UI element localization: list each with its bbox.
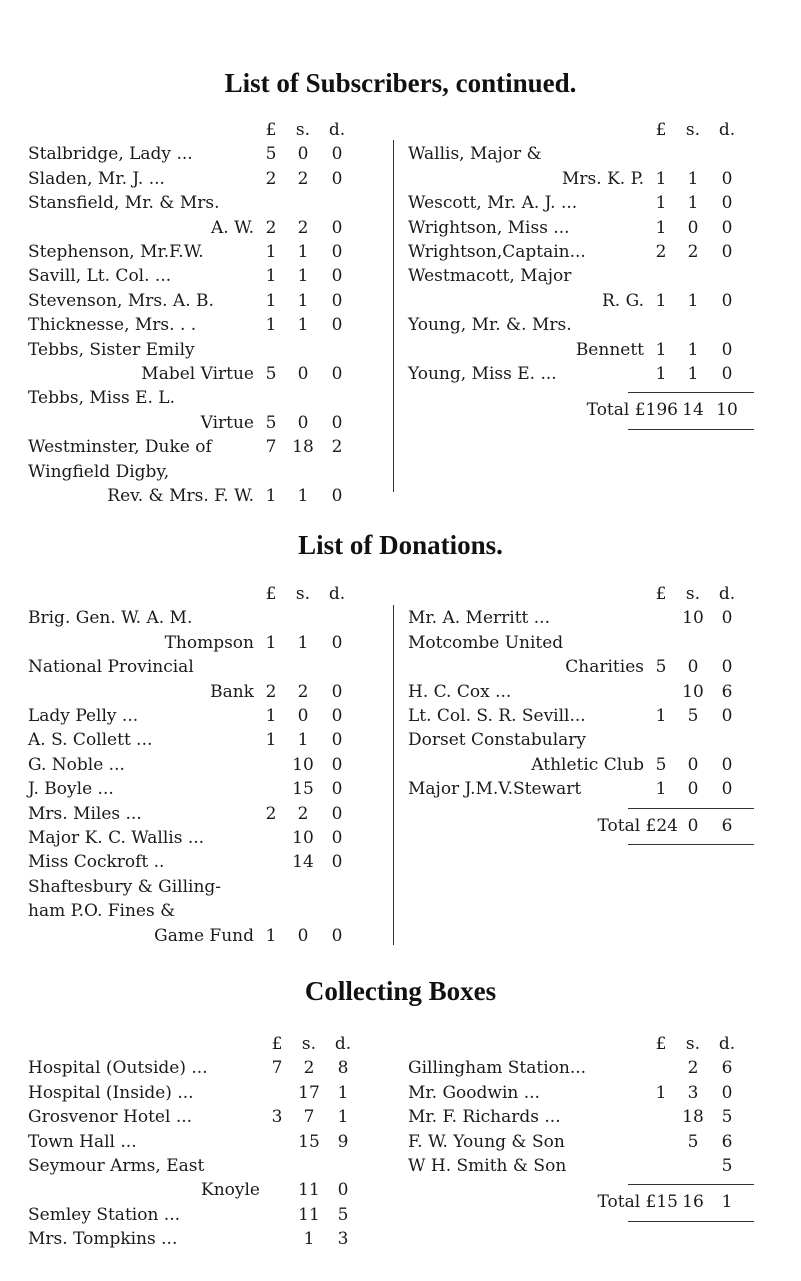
pence-value: 0	[331, 681, 343, 702]
list-item	[28, 1203, 388, 1227]
pence-value: 0	[721, 608, 733, 629]
currency-header-shillings: s.	[685, 120, 701, 140]
list-item	[28, 362, 388, 386]
list-item	[408, 777, 778, 801]
shillings-value: 0	[297, 144, 309, 165]
entry-name: Young, Miss E. ...	[408, 364, 557, 384]
pounds-value: 2	[265, 217, 277, 238]
pence-value: 0	[721, 290, 733, 311]
shillings-value: 10	[292, 754, 314, 775]
entry-name: Miss Cockroft ..	[28, 852, 165, 873]
pence-value: 0	[721, 364, 733, 384]
entry-name: Mrs. Tompkins ...	[28, 1229, 178, 1250]
shillings-value: 1	[687, 290, 699, 311]
shillings-value: 0	[297, 364, 309, 384]
total-row	[408, 1190, 778, 1214]
shillings-value: 1	[687, 168, 699, 189]
entry-name: R. G.	[602, 290, 644, 311]
list-item	[28, 1154, 388, 1178]
list-item	[408, 1154, 778, 1178]
shillings-value: 5	[687, 1131, 699, 1152]
total-label: Total £196	[586, 400, 678, 421]
currency-header-shillings: s.	[295, 120, 311, 140]
pounds-value: 5	[655, 657, 667, 678]
pence-value: 6	[721, 1058, 733, 1079]
entry-name: Knoyle	[201, 1180, 260, 1201]
shillings-value: 15	[292, 779, 314, 800]
list-item	[408, 704, 778, 728]
shillings-value: 14	[292, 852, 314, 873]
entry-name: G. Noble ...	[28, 754, 125, 775]
list-item	[408, 1130, 778, 1154]
pounds-value: 5	[655, 754, 667, 775]
list-item	[28, 216, 388, 240]
pounds-value: 2	[265, 803, 277, 824]
entry-name: Westminster, Duke of	[28, 437, 212, 458]
entry-name: Motcombe United	[408, 632, 564, 653]
currency-header-pence: d.	[328, 584, 346, 604]
list-item	[28, 728, 388, 752]
shillings-value: 1	[303, 1229, 315, 1250]
list-item	[408, 289, 778, 313]
list-item	[28, 167, 388, 191]
pence-value: 0	[331, 852, 343, 873]
shillings-value: 1	[297, 315, 309, 336]
entry-name: Shaftesbury & Gilling-	[28, 876, 222, 897]
shillings-value: 0	[687, 657, 699, 678]
list-item	[28, 1105, 388, 1129]
shillings-value: 7	[303, 1107, 315, 1128]
list-item	[28, 704, 388, 728]
shillings-value: 18	[682, 1107, 704, 1128]
total-row	[408, 814, 778, 838]
currency-header-pence: d.	[328, 120, 346, 140]
pence-value: 5	[721, 1107, 733, 1128]
total-row	[408, 398, 778, 422]
pounds-value: 1	[655, 339, 667, 360]
entry-name: W H. Smith & Son	[408, 1156, 567, 1176]
entry-name: A. W.	[211, 217, 254, 238]
shillings-value: 1	[687, 339, 699, 360]
pounds-value: 7	[265, 437, 277, 458]
currency-header-shillings: s.	[301, 1034, 317, 1054]
entry-name: Wallis, Major &	[408, 144, 542, 165]
pounds-value: 1	[655, 290, 667, 311]
entry-name: J. Boyle ...	[28, 779, 114, 800]
shillings-value: 11	[298, 1180, 320, 1201]
shillings-value: 0	[687, 779, 699, 800]
total-label: Total £24	[597, 815, 678, 836]
list-item	[28, 142, 388, 166]
total-label: Total £15	[597, 1192, 678, 1213]
entry-name: Grosvenor Hotel ...	[28, 1107, 193, 1128]
entry-name: A. S. Collett ...	[28, 730, 153, 751]
shillings-value: 17	[298, 1082, 320, 1103]
entry-name: Savill, Lt. Col. ...	[28, 266, 172, 287]
currency-header-shillings: s.	[685, 584, 701, 604]
entry-name: Major J.M.V.Stewart	[408, 779, 582, 800]
entry-name: Mr. A. Merritt ...	[408, 608, 550, 629]
pounds-value: 1	[655, 779, 667, 800]
entry-name: National Provincial	[28, 657, 194, 678]
entry-name: Mr. Goodwin ...	[408, 1082, 540, 1103]
list-item	[28, 1227, 388, 1251]
entry-name: Charities	[565, 657, 644, 678]
entry-name: Wingfield Digby,	[28, 461, 170, 482]
entry-name: Tebbs, Miss E. L.	[28, 388, 175, 409]
pence-value: 0	[331, 242, 343, 262]
total-rule-top	[628, 1184, 754, 1185]
pounds-value: 2	[265, 168, 277, 189]
total-shillings: 14	[682, 400, 704, 421]
shillings-value: 3	[687, 1082, 699, 1103]
list-item	[28, 850, 388, 874]
pounds-value: 7	[271, 1058, 283, 1079]
pence-value: 0	[331, 779, 343, 800]
list-item	[28, 1056, 388, 1080]
entry-name: F. W. Young & Son	[408, 1131, 565, 1152]
entry-name: Rev. & Mrs. F. W.	[107, 486, 254, 506]
entry-name: Mrs. Miles ...	[28, 803, 142, 824]
currency-header-pence: d.	[718, 584, 736, 604]
currency-header-shillings: s.	[295, 584, 311, 604]
shillings-value: 11	[298, 1204, 320, 1225]
entry-name: Semley Station ...	[28, 1204, 181, 1225]
pence-value: 0	[331, 217, 343, 238]
pounds-value: 1	[265, 290, 277, 311]
list-item	[408, 728, 778, 752]
shillings-value: 1	[297, 486, 309, 506]
total-rule-bottom	[628, 1221, 754, 1222]
pence-value: 0	[721, 339, 733, 360]
entry-name: Mabel Virtue	[141, 364, 254, 384]
list-item	[28, 338, 388, 362]
currency-header-pounds: £	[655, 1034, 667, 1054]
currency-header-row	[28, 582, 388, 606]
pence-value: 0	[331, 290, 343, 311]
pounds-value: 5	[265, 364, 277, 384]
shillings-value: 10	[292, 828, 314, 848]
currency-header-pence: d.	[334, 1034, 352, 1054]
currency-header-pounds: £	[271, 1034, 283, 1054]
pence-value: 0	[721, 706, 733, 726]
pounds-value: 1	[265, 266, 277, 287]
list-item	[408, 680, 778, 704]
shillings-value: 0	[297, 706, 309, 726]
shillings-value: 2	[303, 1058, 315, 1079]
pounds-value: 1	[265, 706, 277, 726]
entry-name: Virtue	[200, 412, 254, 433]
pence-value: 0	[331, 706, 343, 726]
list-item	[28, 435, 388, 459]
shillings-value: 0	[297, 412, 309, 433]
list-item	[28, 606, 388, 630]
shillings-value: 2	[297, 803, 309, 824]
entry-name: Wescott, Mr. A. J. ...	[408, 193, 578, 214]
currency-header-row	[28, 1032, 388, 1056]
pounds-value: 1	[655, 193, 667, 214]
total-shillings: 16	[682, 1192, 704, 1213]
pence-value: 0	[721, 242, 733, 262]
list-item	[408, 191, 778, 215]
entry-name: Town Hall ...	[28, 1131, 137, 1152]
pence-value: 0	[331, 803, 343, 824]
list-item	[408, 362, 778, 386]
pence-value: 0	[721, 168, 733, 189]
entry-name: Seymour Arms, East	[28, 1156, 205, 1176]
list-item	[28, 777, 388, 801]
pence-value: 0	[331, 486, 343, 506]
shillings-value: 1	[297, 266, 309, 287]
entry-name: Lady Pelly ...	[28, 706, 139, 726]
pence-value: 0	[331, 632, 343, 653]
pence-value: 0	[331, 364, 343, 384]
pounds-value: 5	[265, 412, 277, 433]
pounds-value: 5	[265, 144, 277, 165]
list-item	[408, 655, 778, 679]
pounds-value: 3	[271, 1107, 283, 1128]
pounds-value: 1	[265, 730, 277, 751]
pounds-value: 1	[265, 925, 277, 946]
pence-value: 5	[721, 1156, 733, 1176]
pence-value: 0	[721, 217, 733, 238]
entry-name: Mr. F. Richards ...	[408, 1107, 561, 1128]
entry-name: Brig. Gen. W. A. M.	[28, 608, 193, 629]
pounds-value: 1	[265, 315, 277, 336]
list-item	[408, 264, 778, 288]
entry-name: Lt. Col. S. R. Sevill...	[408, 706, 586, 726]
list-item	[28, 289, 388, 313]
shillings-value: 2	[687, 1058, 699, 1079]
pence-value: 0	[331, 730, 343, 751]
list-item	[28, 1130, 388, 1154]
entry-name: Thompson	[164, 632, 254, 653]
shillings-value: 5	[687, 706, 699, 726]
total-pence: 10	[716, 400, 738, 421]
shillings-value: 0	[687, 217, 699, 238]
list-item	[408, 1105, 778, 1129]
shillings-value: 1	[297, 730, 309, 751]
entry-name: Mrs. K. P.	[562, 168, 644, 189]
shillings-value: 2	[297, 168, 309, 189]
currency-header-row	[408, 118, 778, 142]
pence-value: 0	[331, 144, 343, 165]
pounds-value: 1	[655, 168, 667, 189]
list-item	[408, 313, 778, 337]
list-item	[28, 826, 388, 850]
entry-name: H. C. Cox ...	[408, 681, 512, 702]
shillings-value: 0	[687, 754, 699, 775]
shillings-value: 1	[687, 364, 699, 384]
entry-name: Stansfield, Mr. & Mrs.	[28, 193, 220, 214]
column-divider	[393, 605, 394, 945]
shillings-value: 15	[298, 1131, 320, 1152]
entry-name: Athletic Club	[531, 754, 644, 775]
pence-value: 2	[331, 437, 343, 458]
currency-header-row	[28, 118, 388, 142]
pence-value: 0	[331, 315, 343, 336]
currency-header-pounds: £	[265, 120, 277, 140]
shillings-value: 10	[682, 681, 704, 702]
list-item	[408, 1056, 778, 1080]
currency-header-pence: d.	[718, 1034, 736, 1054]
list-item	[408, 216, 778, 240]
entry-name: Young, Mr. &. Mrs.	[408, 315, 572, 336]
list-item	[408, 631, 778, 655]
pence-value: 3	[337, 1229, 349, 1250]
entry-name: Sladen, Mr. J. ...	[28, 168, 165, 189]
list-item	[28, 655, 388, 679]
currency-header-pence: d.	[718, 120, 736, 140]
entry-name: Gillingham Station...	[408, 1058, 587, 1079]
pence-value: 9	[337, 1131, 349, 1152]
pence-value: 0	[331, 168, 343, 189]
list-item	[28, 484, 388, 508]
entry-name: Game Fund	[154, 925, 254, 946]
pence-value: 0	[721, 754, 733, 775]
entry-name: Tebbs, Sister Emily	[28, 339, 195, 360]
pence-value: 0	[721, 657, 733, 678]
donations-title: List of Donations.	[298, 530, 503, 560]
total-pence: 1	[721, 1192, 733, 1213]
list-item	[408, 1081, 778, 1105]
currency-header-row	[408, 1032, 778, 1056]
list-item	[28, 924, 388, 948]
pence-value: 0	[331, 828, 343, 848]
pence-value: 0	[721, 1082, 733, 1103]
pence-value: 1	[337, 1107, 349, 1128]
pence-value: 8	[337, 1058, 349, 1079]
shillings-value: 10	[682, 608, 704, 629]
list-item	[28, 875, 388, 899]
entry-name: Stevenson, Mrs. A. B.	[28, 290, 214, 311]
currency-header-row	[408, 582, 778, 606]
currency-header-shillings: s.	[685, 1034, 701, 1054]
list-item	[28, 802, 388, 826]
pounds-value: 1	[655, 364, 667, 384]
shillings-value: 2	[297, 217, 309, 238]
pence-value: 0	[331, 412, 343, 433]
collecting-boxes-title: Collecting Boxes	[304, 976, 497, 1006]
total-rule-top	[628, 392, 754, 393]
total-rule-bottom	[628, 429, 754, 430]
pence-value: 0	[337, 1180, 349, 1201]
shillings-value: 2	[687, 242, 699, 262]
pounds-value: 1	[655, 706, 667, 726]
entry-name: Wrightson,Captain...	[408, 242, 586, 262]
list-item	[408, 240, 778, 264]
entry-name: Thicknesse, Mrs. . .	[28, 315, 197, 336]
list-item	[28, 753, 388, 777]
total-shillings: 0	[687, 815, 699, 836]
entry-name: Wrightson, Miss ...	[408, 217, 570, 238]
list-item	[408, 338, 778, 362]
list-item	[28, 240, 388, 264]
list-item	[28, 191, 388, 215]
subscribers-title: List of Subscribers, continued.	[224, 68, 577, 98]
list-item	[28, 411, 388, 435]
entry-name: Bennett	[575, 339, 644, 360]
shillings-value: 2	[297, 681, 309, 702]
entry-name: Hospital (Outside) ...	[28, 1058, 208, 1079]
list-item	[408, 753, 778, 777]
pence-value: 0	[721, 193, 733, 214]
pence-value: 1	[337, 1082, 349, 1103]
entry-name: Stephenson, Mr.F.W.	[28, 242, 204, 262]
list-item	[28, 264, 388, 288]
pounds-value: 1	[265, 632, 277, 653]
shillings-value: 0	[297, 925, 309, 946]
shillings-value: 18	[292, 437, 314, 458]
pounds-value: 1	[265, 486, 277, 506]
pence-value: 0	[721, 779, 733, 800]
column-divider	[393, 140, 394, 492]
pounds-value: 1	[655, 217, 667, 238]
list-item	[28, 313, 388, 337]
total-rule-bottom	[628, 844, 754, 845]
shillings-value: 1	[297, 632, 309, 653]
pounds-value: 1	[655, 1082, 667, 1103]
list-item	[28, 1081, 388, 1105]
pence-value: 0	[331, 925, 343, 946]
pounds-value: 2	[655, 242, 667, 262]
total-pence: 6	[721, 815, 733, 836]
pence-value: 5	[337, 1204, 349, 1225]
shillings-value: 1	[297, 242, 309, 262]
pence-value: 0	[331, 754, 343, 775]
entry-name: Dorset Constabulary	[408, 730, 587, 751]
pounds-value: 1	[265, 242, 277, 262]
total-rule-top	[628, 808, 754, 809]
currency-header-pounds: £	[265, 584, 277, 604]
list-item	[28, 680, 388, 704]
list-item	[408, 142, 778, 166]
entry-name: ham P.O. Fines &	[28, 901, 176, 922]
shillings-value: 1	[297, 290, 309, 311]
list-item	[28, 631, 388, 655]
currency-header-pounds: £	[655, 584, 667, 604]
list-item	[28, 460, 388, 484]
pounds-value: 2	[265, 681, 277, 702]
shillings-value: 1	[687, 193, 699, 214]
entry-name: Hospital (Inside) ...	[28, 1082, 194, 1103]
entry-name: Stalbridge, Lady ...	[28, 144, 193, 165]
list-item	[28, 899, 388, 923]
pence-value: 0	[331, 266, 343, 287]
currency-header-pounds: £	[655, 120, 667, 140]
pence-value: 6	[721, 681, 733, 702]
list-item	[408, 167, 778, 191]
pence-value: 6	[721, 1131, 733, 1152]
list-item	[28, 386, 388, 410]
entry-name: Major K. C. Wallis ...	[28, 828, 205, 848]
list-item	[28, 1178, 388, 1202]
entry-name: Westmacott, Major	[408, 266, 572, 287]
list-item	[408, 606, 778, 630]
entry-name: Bank	[210, 681, 254, 702]
